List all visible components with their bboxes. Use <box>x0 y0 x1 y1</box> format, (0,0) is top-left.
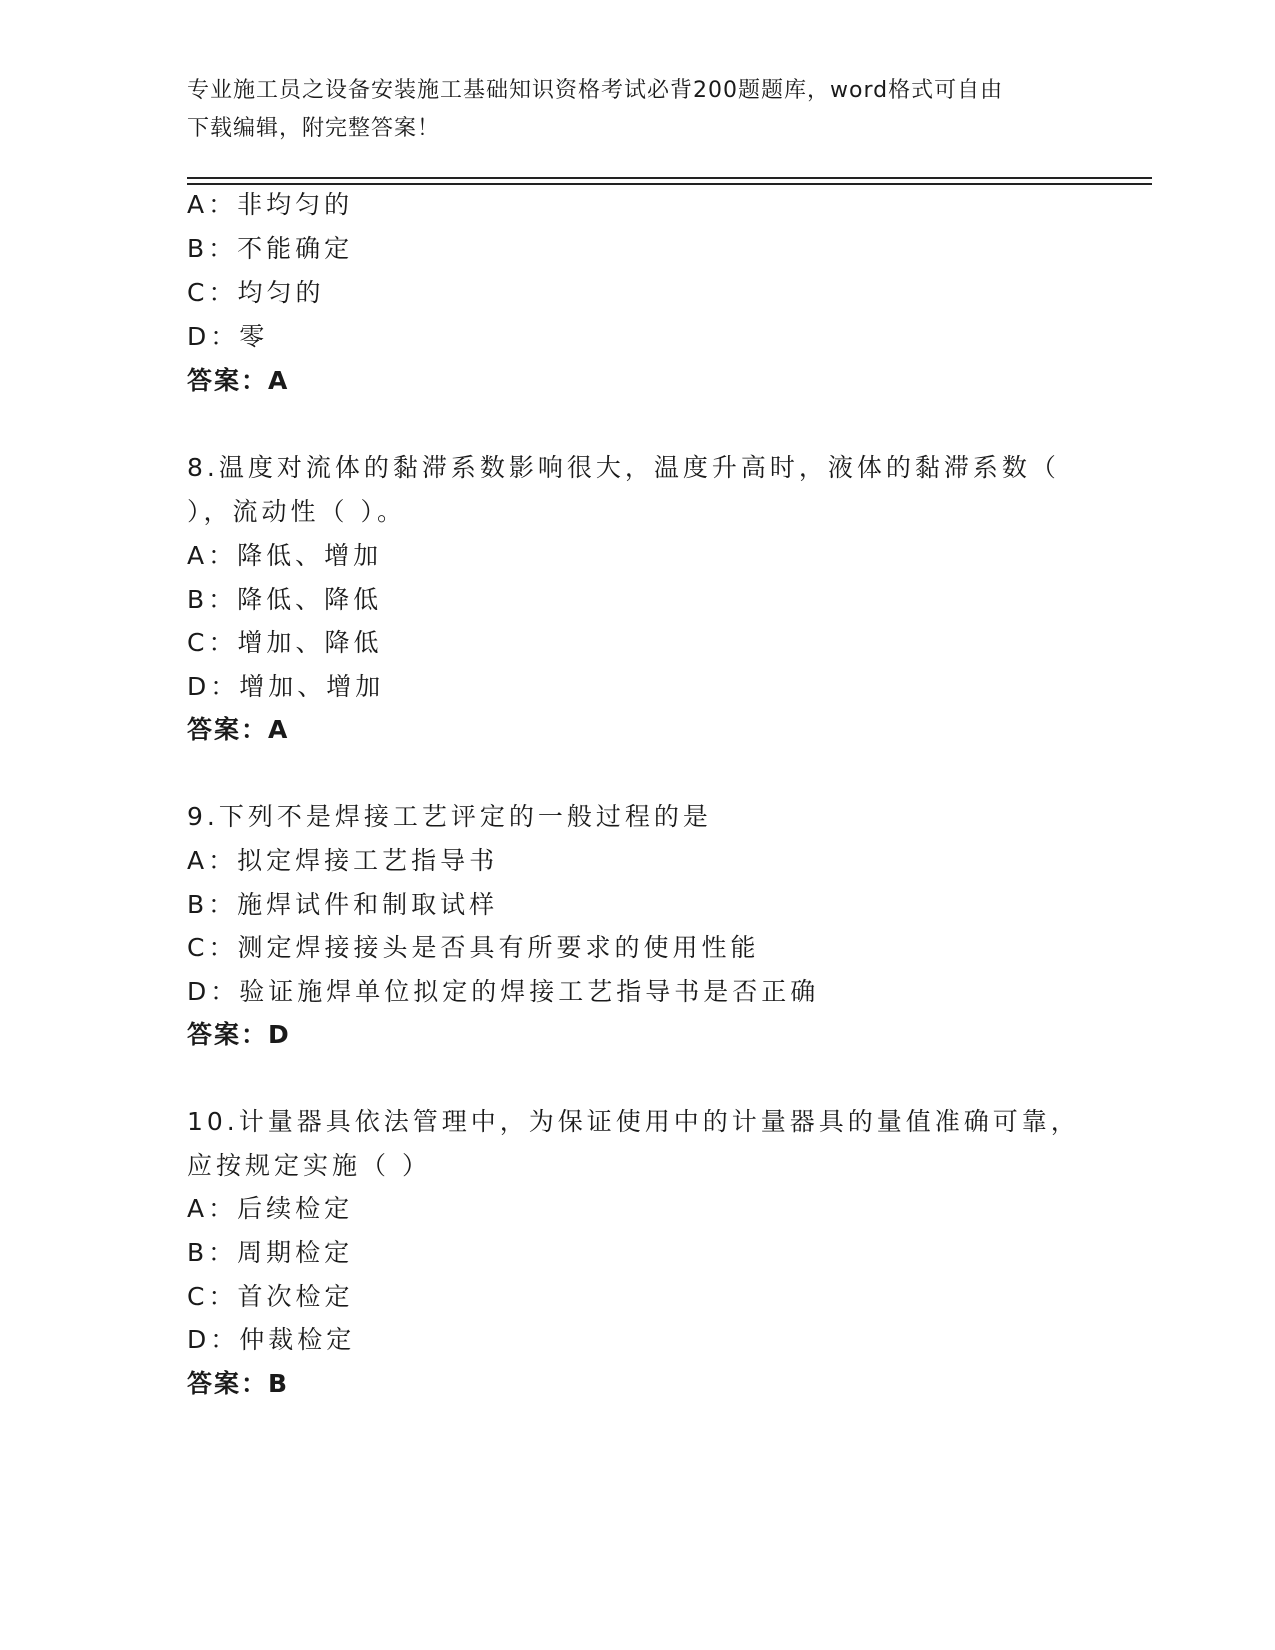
q8-option-a: A：降低、增加 <box>187 541 383 570</box>
q10-option-c: C：首次检定 <box>187 1282 354 1311</box>
q9-option-d: D：验证施焊单位拟定的焊接工艺指导书是否正确 <box>187 977 820 1006</box>
q7-option-b: B：不能确定 <box>187 234 354 263</box>
q7-option-a: A：非均匀的 <box>187 190 354 219</box>
q9-option-c: C：测定焊接接头是否具有所要求的使用性能 <box>187 933 760 962</box>
q8-answer: 答案：A <box>187 715 290 744</box>
q7-answer: 答案：A <box>187 366 290 395</box>
header-divider-bottom <box>187 183 1152 185</box>
q9-option-a: A：拟定焊接工艺指导书 <box>187 846 499 875</box>
q10-option-b: B：周期检定 <box>187 1238 354 1267</box>
q8-option-d: D：增加、增加 <box>187 672 385 701</box>
q7-option-c: C：均匀的 <box>187 278 325 307</box>
q9-answer: 答案：D <box>187 1020 291 1049</box>
q7-option-d: D：零 <box>187 322 269 351</box>
q10-stem-line-1: 10.计量器具依法管理中，为保证使用中的计量器具的量值准确可靠， <box>187 1107 1080 1136</box>
header-line-2: 下载编辑，附完整答案！ <box>187 116 441 141</box>
q10-option-a: A：后续检定 <box>187 1194 354 1223</box>
q10-option-d: D：仲裁检定 <box>187 1325 356 1354</box>
q9-option-b: B：施焊试件和制取试样 <box>187 890 499 919</box>
q8-stem-line-2: ），流动性（ ）。 <box>187 497 406 526</box>
document-header <box>187 72 1067 148</box>
header-divider-top <box>187 177 1152 179</box>
q10-stem-line-2: 应按规定实施（ ） <box>187 1151 431 1180</box>
q8-stem-line-1: 8.温度对流体的黏滞系数影响很大，温度升高时，液体的黏滞系数（ <box>187 453 1060 482</box>
q10-answer: 答案：B <box>187 1369 290 1398</box>
q9-stem-line-1: 9.下列不是焊接工艺评定的一般过程的是 <box>187 802 712 831</box>
q8-option-b: B：降低、降低 <box>187 585 383 614</box>
q8-option-c: C：增加、降低 <box>187 628 383 657</box>
header-line-1: 专业施工员之设备安装施工基础知识资格考试必背200题题库，word格式可自由 <box>187 78 1004 103</box>
